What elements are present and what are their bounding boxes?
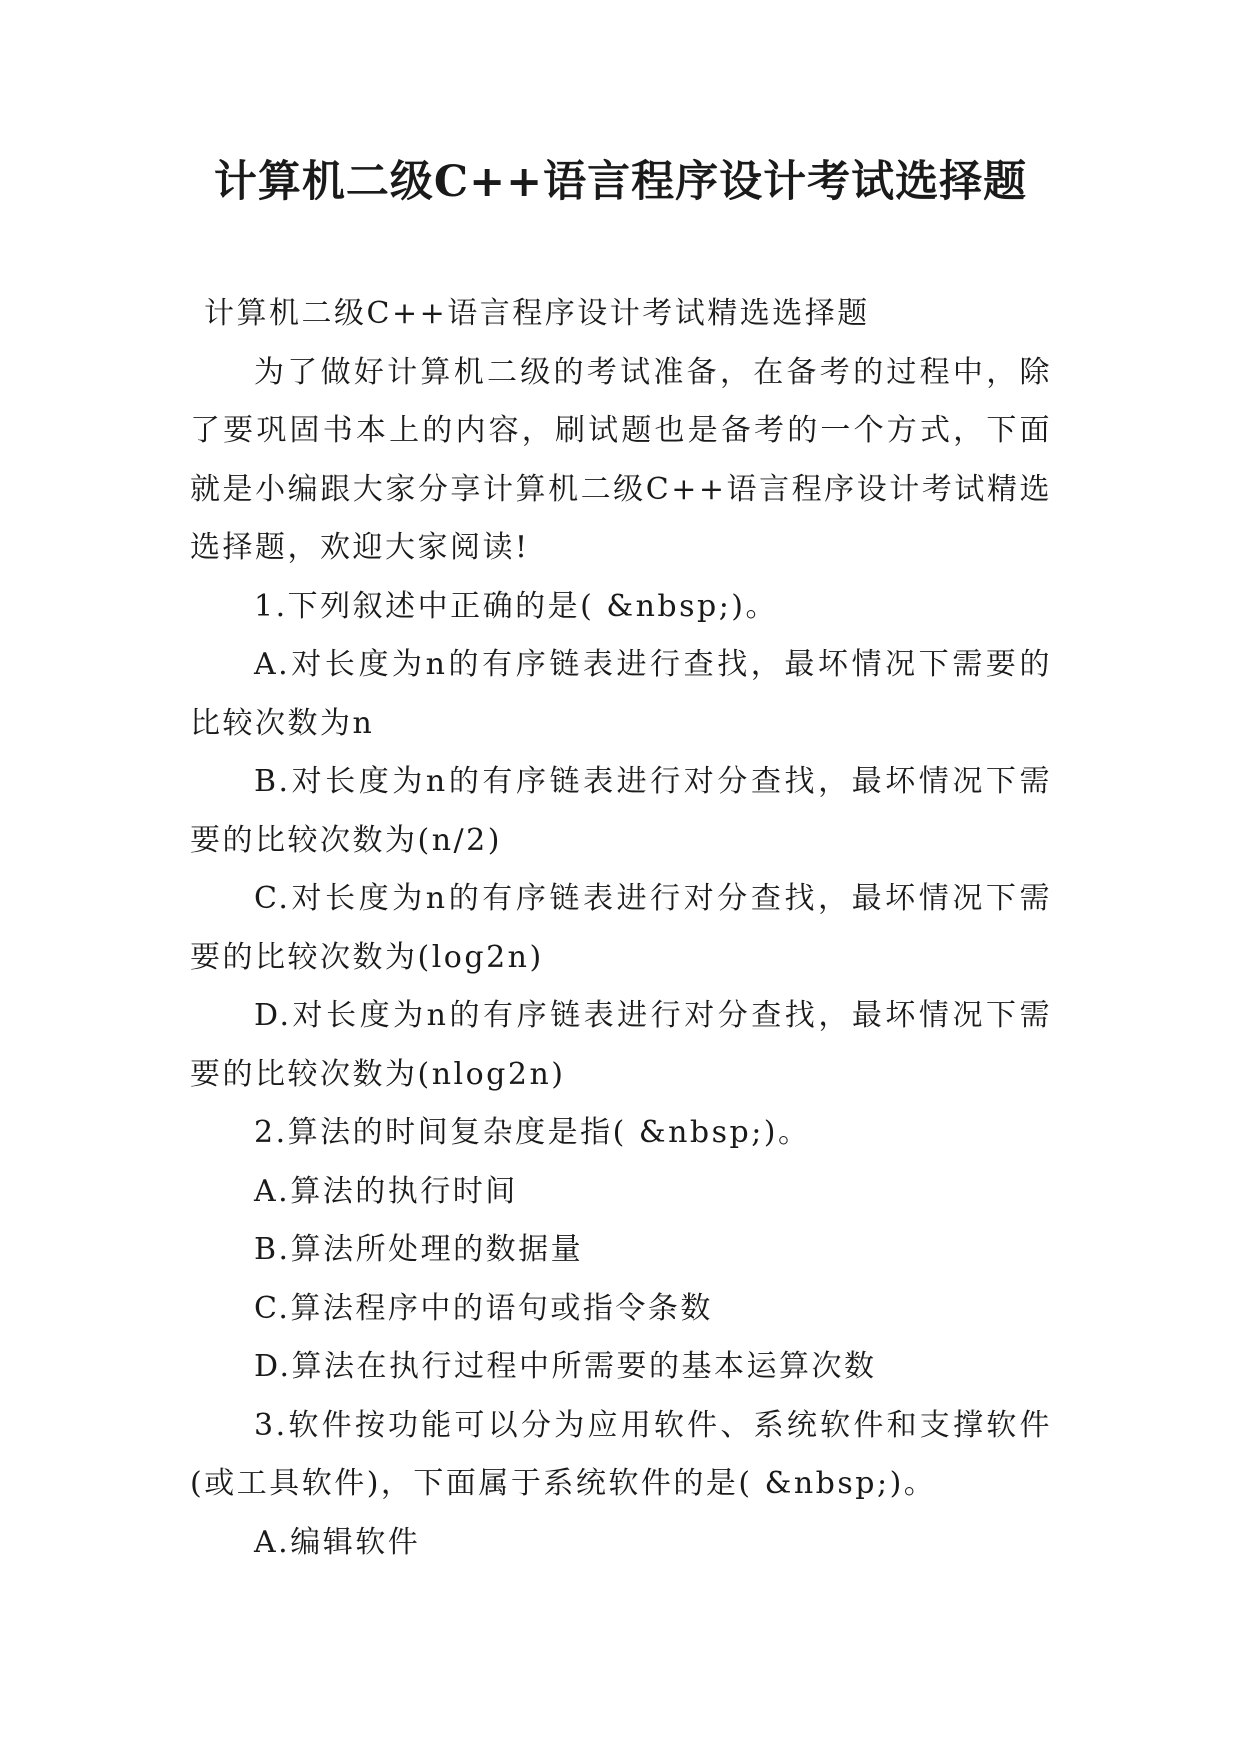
question-option: C.对长度为n的有序链表进行对分查找，最坏情况下需要的比较次数为(log2n) — [190, 881, 1052, 975]
document-subtitle: 计算机二级C++语言程序设计考试精选选择题 — [204, 296, 870, 331]
question-option: C.算法程序中的语句或指令条数 — [254, 1290, 713, 1326]
question-option: D.对长度为n的有序链表进行对分查找，最坏情况下需要的比较次数为(nlog2n) — [190, 998, 1052, 1092]
question-stem: 1.下列叙述中正确的是( &nbsp;)。 — [254, 588, 779, 624]
question-stem: 2.算法的时间复杂度是指( &nbsp;)。 — [254, 1115, 811, 1150]
question-option: A.算法的执行时间 — [254, 1173, 518, 1209]
document-body — [190, 285, 1052, 1572]
question-option: B.算法所处理的数据量 — [254, 1232, 584, 1267]
question-option: A.编辑软件 — [254, 1524, 421, 1560]
question-option: A.对长度为n的有序链表进行查找，最坏情况下需要的比较次数为n — [190, 647, 1052, 741]
question-option: D.算法在执行过程中所需要的基本运算次数 — [254, 1349, 877, 1384]
intro-paragraph: 为了做好计算机二级的考试准备，在备考的过程中，除了要巩固书本上的内容，刷试题也是备考的一个方式，下面就是小编跟大家分享计算机二级C++语言程序设计考试精选选择题，欢迎大家阅读! — [190, 354, 1052, 565]
question-stem: 3.软件按功能可以分为应用软件、系统软件和支撑软件(或工具软件)，下面属于系统软件的是( &nbsp;)。 — [190, 1407, 1052, 1501]
question-option: B.对长度为n的有序链表进行对分查找，最坏情况下需要的比较次数为(n/2) — [190, 764, 1052, 858]
document-title: 计算机二级C++语言程序设计考试选择题 — [213, 157, 1028, 207]
